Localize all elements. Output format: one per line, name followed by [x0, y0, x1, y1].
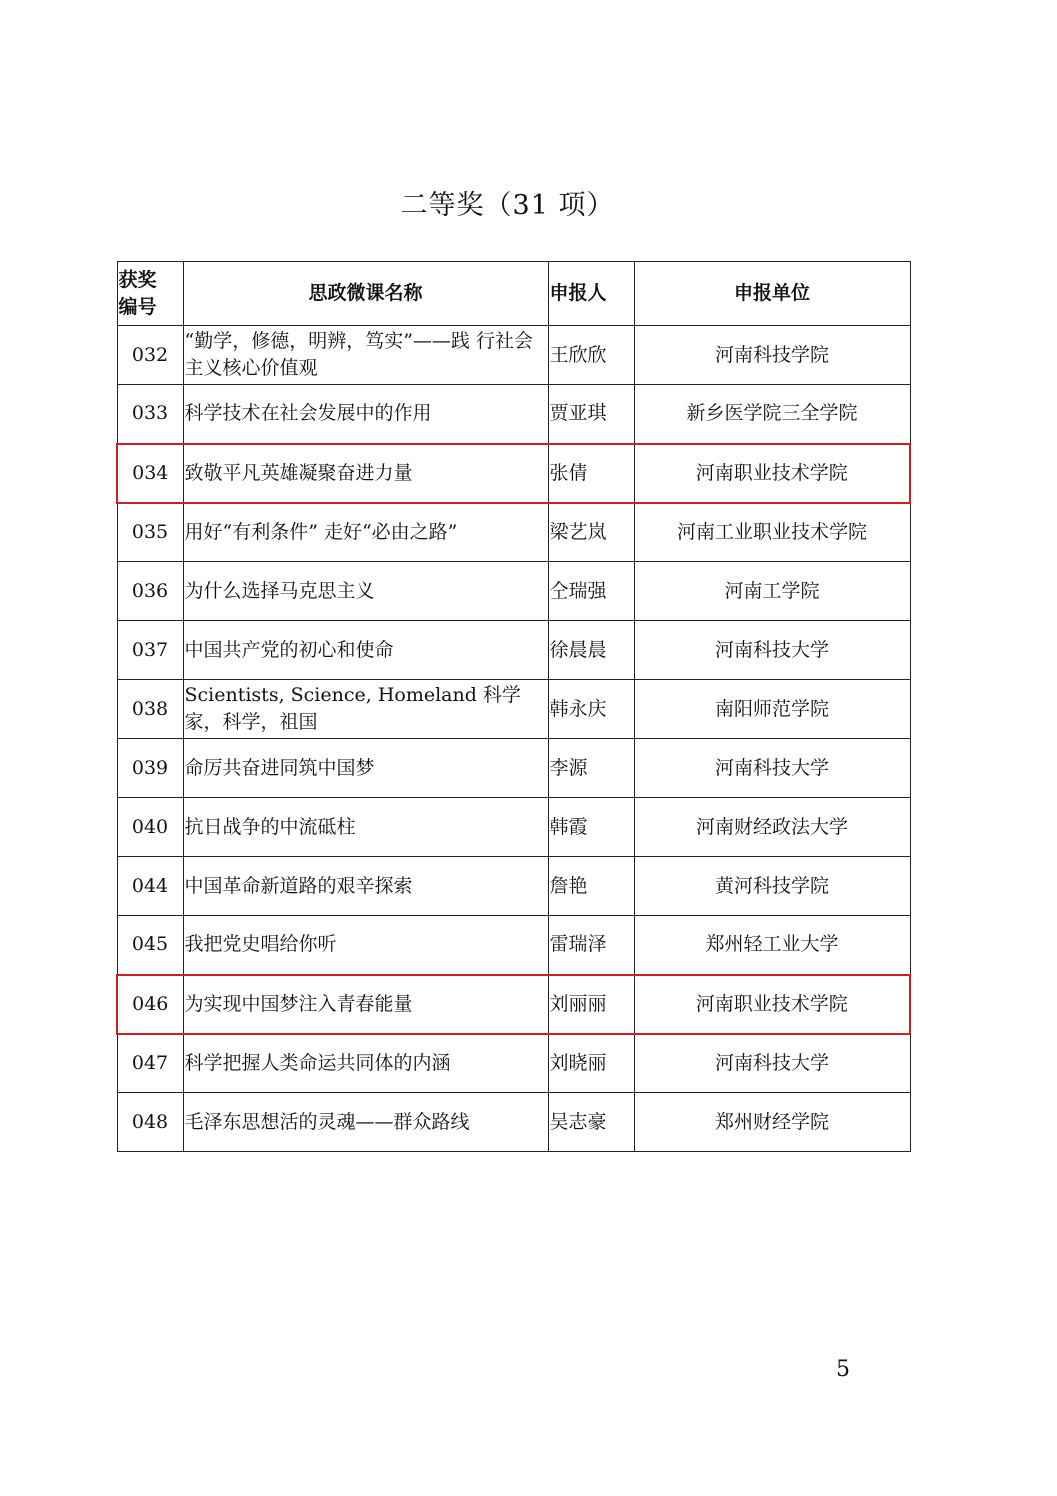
- unit-cell: 河南工业职业技术学院: [634, 503, 910, 562]
- award-number-cell: 047: [117, 1034, 183, 1093]
- table-row: [117, 326, 910, 385]
- unit-cell: 河南职业技术学院: [634, 444, 910, 503]
- applicant-cell: 刘丽丽: [548, 975, 634, 1034]
- page-number: 5: [836, 1357, 850, 1382]
- course-name-cell: 我把党史唱给你听: [183, 916, 548, 975]
- unit-cell: 河南科技学院: [634, 326, 910, 385]
- award-number-cell: 044: [117, 857, 183, 916]
- award-number-cell: 034: [117, 444, 183, 503]
- table-row: [117, 444, 910, 503]
- course-name-cell: 毛泽东思想活的灵魂——群众路线: [183, 1093, 548, 1152]
- award-number-cell: 033: [117, 385, 183, 444]
- course-name-cell: 抗日战争的中流砥柱: [183, 798, 548, 857]
- course-name-cell: 用好“有利条件” 走好“必由之路”: [183, 503, 548, 562]
- applicant-cell: 徐晨晨: [548, 621, 634, 680]
- course-name-cell: 为什么选择马克思主义: [183, 562, 548, 621]
- applicant-cell: 张倩: [548, 444, 634, 503]
- table-row: [117, 562, 910, 621]
- course-name-cell: 中国共产党的初心和使命: [183, 621, 548, 680]
- award-number-cell: 032: [117, 326, 183, 385]
- course-name-cell: 为实现中国梦注入青春能量: [183, 975, 548, 1034]
- table-row: [117, 385, 910, 444]
- award-number-cell: 035: [117, 503, 183, 562]
- page-title: 二等奖（31 项）: [400, 190, 615, 221]
- course-name-cell: “勤学，修德，明辨，笃实”——践 行社会主义核心价值观: [183, 326, 548, 385]
- unit-cell: 河南科技大学: [634, 621, 910, 680]
- award-number-cell: 040: [117, 798, 183, 857]
- award-number-cell: 048: [117, 1093, 183, 1152]
- award-number-cell: 045: [117, 916, 183, 975]
- applicant-cell: 韩永庆: [548, 680, 634, 739]
- table-header-row: [117, 262, 910, 326]
- award-number-cell: 046: [117, 975, 183, 1034]
- award-number-cell: 038: [117, 680, 183, 739]
- table-row: [117, 680, 910, 739]
- award-number-cell: 036: [117, 562, 183, 621]
- course-name-cell: 致敬平凡英雄凝聚奋进力量: [183, 444, 548, 503]
- header-award-number: 获奖 编号: [117, 262, 183, 326]
- applicant-cell: 仝瑞强: [548, 562, 634, 621]
- unit-cell: 河南工学院: [634, 562, 910, 621]
- header-unit: 申报单位: [634, 262, 910, 326]
- applicant-cell: 詹艳: [548, 857, 634, 916]
- course-name-cell: 中国革命新道路的艰辛探索: [183, 857, 548, 916]
- applicant-cell: 梁艺岚: [548, 503, 634, 562]
- unit-cell: 新乡医学院三全学院: [634, 385, 910, 444]
- header-course-name: 思政微课名称: [183, 262, 548, 326]
- applicant-cell: 韩霞: [548, 798, 634, 857]
- applicant-cell: 王欣欣: [548, 326, 634, 385]
- applicant-cell: 吴志豪: [548, 1093, 634, 1152]
- applicant-cell: 刘晓丽: [548, 1034, 634, 1093]
- table-row: [117, 857, 910, 916]
- awards-table: [116, 261, 911, 1152]
- table-row: [117, 1093, 910, 1152]
- unit-cell: 河南科技大学: [634, 739, 910, 798]
- course-name-cell: Scientists, Science, Homeland 科学 家，科学，祖国: [183, 680, 548, 739]
- unit-cell: 郑州财经学院: [634, 1093, 910, 1152]
- table-row: [117, 739, 910, 798]
- table-row: [117, 916, 910, 975]
- award-number-cell: 037: [117, 621, 183, 680]
- award-number-cell: 039: [117, 739, 183, 798]
- table-body: [117, 326, 910, 1152]
- course-name-cell: 科学技术在社会发展中的作用: [183, 385, 548, 444]
- header-applicant: 申报人: [548, 262, 634, 326]
- course-name-cell: 命厉共奋进同筑中国梦: [183, 739, 548, 798]
- table-row: [117, 798, 910, 857]
- table-row: [117, 1034, 910, 1093]
- unit-cell: 河南职业技术学院: [634, 975, 910, 1034]
- table-row: [117, 975, 910, 1034]
- unit-cell: 黄河科技学院: [634, 857, 910, 916]
- unit-cell: 南阳师范学院: [634, 680, 910, 739]
- table-row: [117, 621, 910, 680]
- unit-cell: 郑州轻工业大学: [634, 916, 910, 975]
- table-row: [117, 503, 910, 562]
- course-name-cell: 科学把握人类命运共同体的内涵: [183, 1034, 548, 1093]
- applicant-cell: 雷瑞泽: [548, 916, 634, 975]
- applicant-cell: 贾亚琪: [548, 385, 634, 444]
- unit-cell: 河南科技大学: [634, 1034, 910, 1093]
- applicant-cell: 李源: [548, 739, 634, 798]
- unit-cell: 河南财经政法大学: [634, 798, 910, 857]
